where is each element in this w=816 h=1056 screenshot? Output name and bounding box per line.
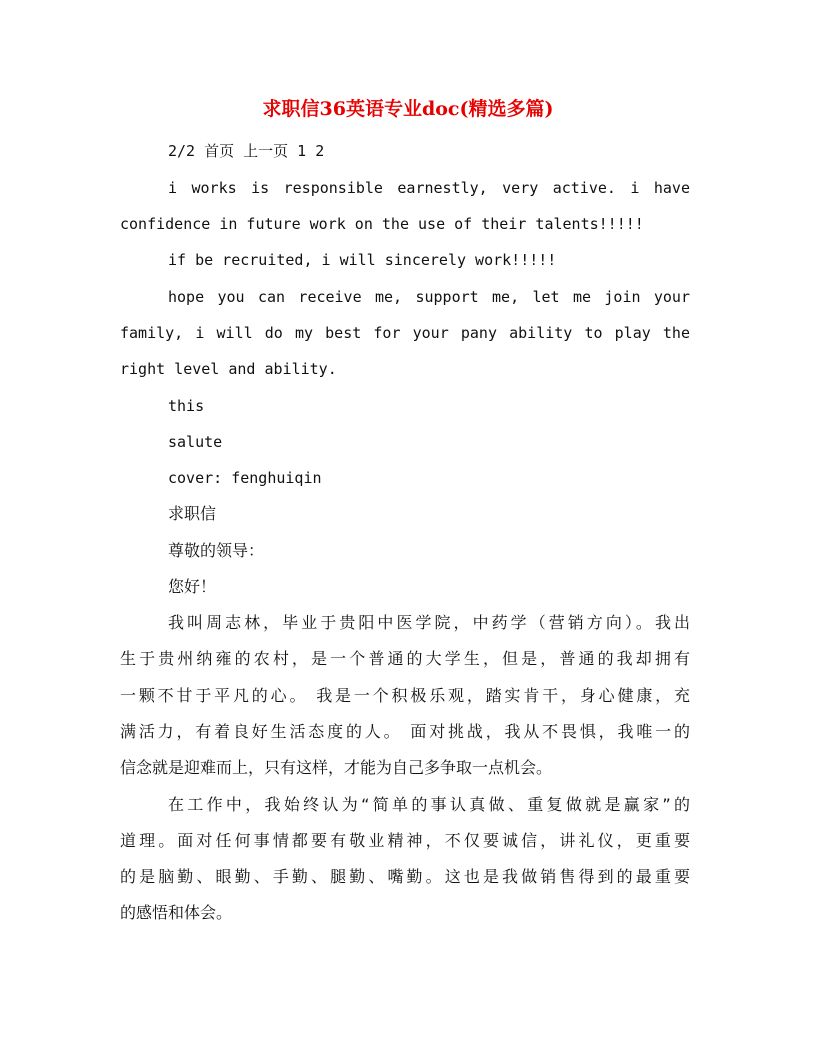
english-paragraph-3-line-2: family, i will do my best for your pany ability to play the (120, 324, 690, 342)
chinese-paragraph-1-line-3: 一颗不甘于平凡的心。 我是一个积极乐观，踏实肯干，身心健康，充 (120, 686, 690, 705)
chinese-heading: 求职信 (168, 504, 217, 523)
chinese-paragraph-1-line-4: 满活力，有着良好生活态度的人。 面对挑战，我从不畏惧，我唯一的 (120, 722, 690, 741)
english-signature: cover: fenghuiqin (168, 469, 322, 487)
chinese-paragraph-1-line-5: 信念就是迎难而上，只有这样，才能为自己多争取一点机会。 (120, 758, 553, 777)
chinese-greeting: 尊敬的领导： (168, 541, 265, 560)
english-closing-salute: salute (168, 433, 223, 451)
chinese-paragraph-2-line-1: 在工作中，我始终认为“简单的事认真做、重复做就是赢家”的 (168, 795, 690, 814)
chinese-paragraph-2-line-3: 的是脑勤、眼勤、手勤、腿勤、嘴勤。这也是我做销售得到的最重要 (120, 867, 690, 886)
english-paragraph-1-line-2: confidence in future work on the use of their talents!!!!! (120, 215, 644, 233)
english-paragraph-3-line-1: hope you can receive me, support me, let me join your (168, 288, 690, 306)
english-paragraph-2: if be recruited, i will sincerely work!!!!! (168, 251, 557, 269)
page-navigation: 2/2 首页 上一页 1 2 (168, 142, 325, 160)
chinese-paragraph-2-line-4: 的感悟和体会。 (120, 903, 233, 922)
chinese-paragraph-1-line-2: 生于贵州纳雍的农村，是一个普通的大学生，但是，普通的我却拥有 (120, 649, 690, 668)
english-paragraph-3-line-3: right level and ability. (120, 360, 337, 378)
chinese-paragraph-2-line-2: 道理。面对任何事情都要有敬业精神，不仅要诚信，讲礼仪，更重要 (120, 831, 690, 850)
chinese-paragraph-1-line-1: 我叫周志林，毕业于贵阳中医学院，中药学（营销方向）。我出 (168, 613, 690, 632)
english-closing-this: this (168, 397, 205, 415)
document-title: 求职信36英语专业doc(精选多篇) (262, 98, 554, 120)
english-paragraph-1-line-1: i works is responsible earnestly, very active. i have (168, 179, 690, 197)
chinese-hello: 您好！ (168, 577, 217, 596)
